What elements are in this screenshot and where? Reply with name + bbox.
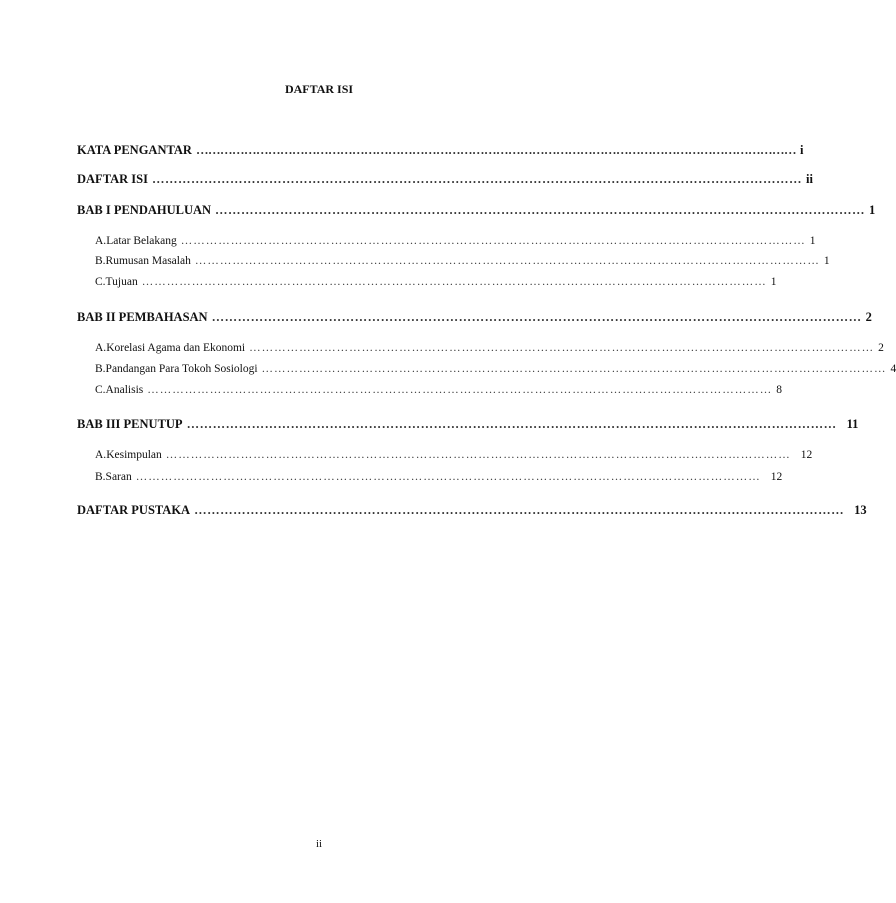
toc-entry-label: Rumusan Masalah (105, 255, 191, 267)
toc-entry-label: KATA PENGANTAR (77, 143, 192, 157)
dot-leader: …………………………………………………………………………………………………………………………………… (249, 342, 875, 354)
toc-entry-page: 2 (878, 342, 884, 354)
dot-leader: …………………………………………………………………………………………………………………………………… (194, 503, 845, 517)
toc-entry-page: 8 (776, 384, 782, 396)
toc-entry-prefix: A. (95, 235, 107, 247)
dot-leader: …………………………………………………………………………………………………………………………………… (165, 449, 791, 461)
toc-entry-korelasi-agama[interactable] (95, 341, 884, 355)
toc-entry-bab-iii[interactable] (77, 417, 859, 431)
toc-entry-rumusan-masalah[interactable] (95, 254, 830, 268)
toc-entry-prefix: C. (95, 276, 106, 288)
toc-entry-label: Kesimpulan (106, 449, 162, 461)
dot-leader: …………………………………………………………………………………………………………………………………… (194, 255, 820, 267)
dot-leader: …………………………………………………………………………………………………………………………………… (147, 384, 773, 396)
dot-leader: …………………………………………………………………………………………………………………………………… (261, 363, 887, 375)
dot-leader: …………………………………………………………………………………………………………………………………… (180, 235, 806, 247)
dot-leader: …………………………………………………………………………………………………………………………………… (151, 172, 802, 186)
toc-entry-pandangan-tokoh[interactable] (95, 362, 896, 376)
toc-entry-kata-pengantar[interactable] (77, 143, 804, 157)
toc-entry-page: 12 (770, 471, 783, 483)
toc-entry-label: DAFTAR PUSTAKA (77, 503, 191, 517)
toc-entry-page: 2 (865, 310, 872, 324)
toc-entry-prefix: A. (95, 449, 107, 461)
toc-entry-saran[interactable] (95, 470, 783, 484)
toc-entry-page: 11 (846, 417, 859, 431)
toc-entry-prefix: C. (95, 384, 106, 396)
toc-entry-prefix: A. (95, 342, 107, 354)
toc-entry-page: i (799, 143, 804, 157)
toc-entry-prefix: B. (95, 255, 106, 267)
toc-entry-label: Latar Belakang (106, 235, 177, 247)
toc-entry-bab-i[interactable] (77, 203, 876, 217)
toc-entry-label: Pandangan Para Tokoh Sosiologi (105, 363, 258, 375)
toc-entry-page: 1 (869, 203, 876, 217)
toc-entry-label: Korelasi Agama dan Ekonomi (106, 342, 246, 354)
toc-entry-label: DAFTAR ISI (77, 172, 148, 186)
dot-leader: …………………………………………………………………………………………………………………………………… (211, 310, 862, 324)
page-title: DAFTAR ISI (284, 82, 354, 96)
toc-entry-label: BAB II PEMBAHASAN (77, 310, 208, 324)
toc-entry-analisis[interactable] (95, 383, 782, 397)
toc-entry-page: 1 (823, 255, 830, 267)
toc-entry-daftar-pustaka[interactable] (77, 503, 867, 517)
toc-entry-page: 4 (890, 363, 896, 375)
toc-entry-daftar-isi[interactable] (77, 172, 813, 186)
toc-entry-label: Saran (105, 471, 132, 483)
toc-entry-page: 1 (809, 235, 816, 247)
page-number: ii (315, 838, 323, 850)
toc-entry-page: ii (805, 172, 813, 186)
dot-leader: …………………………………………………………………………………………………………………………………… (141, 276, 767, 288)
dot-leader: …………………………………………………………………………………………………………………………………… (195, 143, 796, 157)
toc-entry-label: BAB I PENDAHULUAN (77, 203, 212, 217)
toc-entry-page: 1 (770, 276, 777, 288)
toc-entry-page: 12 (800, 449, 813, 461)
toc-entry-label: BAB III PENUTUP (77, 417, 183, 431)
toc-entry-tujuan[interactable] (95, 275, 777, 289)
toc-entry-prefix: B. (95, 363, 106, 375)
toc-entry-label: Analisis (105, 384, 144, 396)
toc-entry-bab-ii[interactable] (77, 310, 872, 324)
toc-entry-kesimpulan[interactable] (95, 448, 813, 462)
toc-entry-page: 13 (854, 503, 867, 517)
dot-leader: …………………………………………………………………………………………………………………………………… (186, 417, 837, 431)
dot-leader: …………………………………………………………………………………………………………………………………… (215, 203, 866, 217)
dot-leader: …………………………………………………………………………………………………………………………………… (135, 471, 761, 483)
toc-entry-latar-belakang[interactable] (95, 234, 816, 248)
toc-entry-prefix: B. (95, 471, 106, 483)
toc-entry-label: Tujuan (105, 276, 138, 288)
